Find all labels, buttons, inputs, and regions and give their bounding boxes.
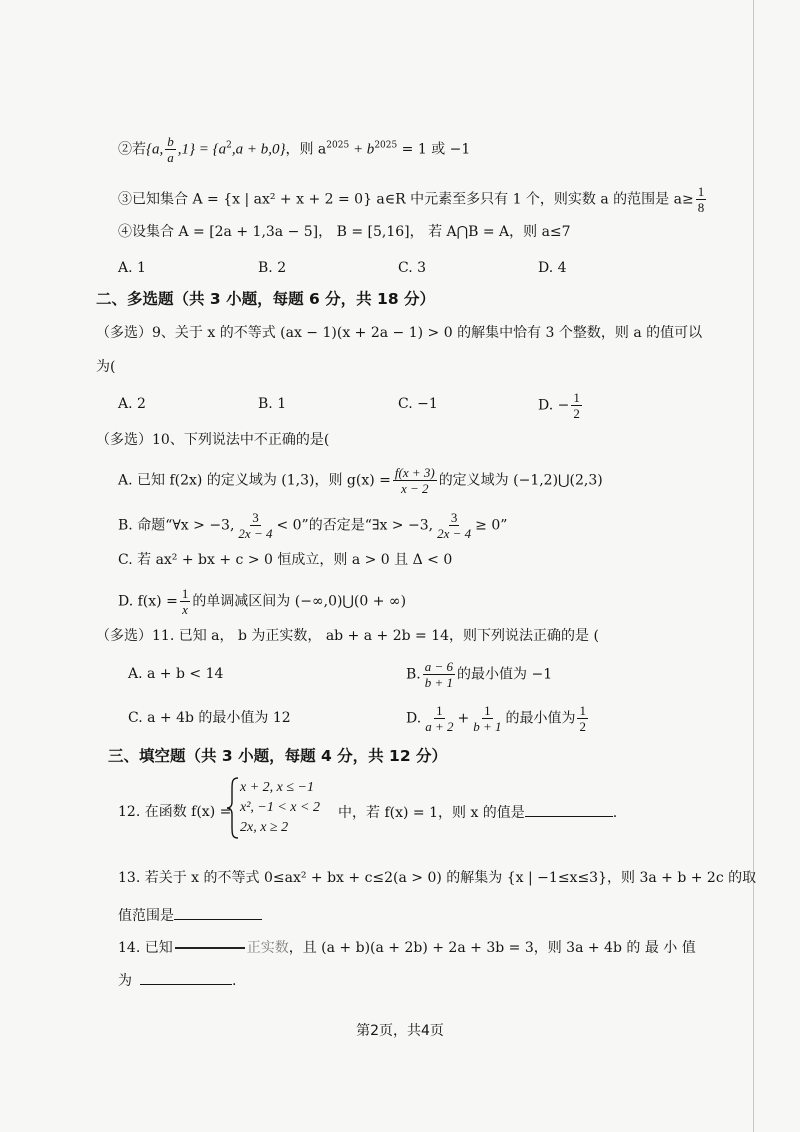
fraction-b-over-a: $\frac{b}{a}$ — [167, 134, 174, 165]
fraction-f-x-plus-3: $\frac{f(x + 3)}{x - 2}$ — [394, 465, 435, 496]
q10-option-b: B. 命题“∀x > −3, $\frac{3}{2x - 4}$ < 0”的否定是“∃x > −3, $\frac{3}{2x - 4}$ ≥ 0” — [118, 510, 508, 541]
fraction-one-eighth: $\frac{1}{8}$ — [697, 184, 705, 215]
left-brace-icon — [226, 776, 240, 840]
q12-piecewise-brace — [226, 776, 240, 840]
answer-blank-12[interactable] — [525, 802, 613, 817]
q10-option-d: D. f(x) = $\frac{1}{x}$ 的单调减区间为 (−∞,0)⋃(0 + ∞) — [118, 586, 407, 617]
q12-cases — [240, 778, 320, 838]
q11-option-c: C. a + 4b 的最小值为 12 — [128, 710, 291, 726]
q11-option-d: D. $\frac{1}{a + 2}$ + $\frac{1}{b + 1}$ 的最小值为 $\frac{1}{2}$ — [406, 703, 586, 734]
q13-stem-line2: 值范围是 — [118, 905, 262, 926]
q9-stem-line1: （多选）9、关于 x 的不等式 (ax − 1)(x + 2a − 1) > 0 的解集中恰有 3 个整数，则 a 的值可以 — [96, 325, 703, 341]
fraction-3-over-2x-4: $\frac{3}{2x - 4}$ — [238, 510, 273, 541]
q8-option-b: B. 2 — [258, 260, 287, 276]
q12-stem: 12. 在函数 f(x) = — [118, 804, 232, 820]
section-2-title: 二、多选题（共 3 小题，每题 6 分，共 18 分） — [96, 290, 436, 308]
q12-case-2: x², −1 < x < 2 — [240, 800, 320, 815]
fraction-a-6-over-b-1: $\frac{a - 6}{b + 1}$ — [424, 659, 454, 690]
section-3-title: 三、填空题（共 3 小题，每题 4 分，共 12 分） — [108, 747, 448, 765]
q11-option-a: A. a + b < 14 — [128, 666, 224, 682]
answer-blank-13[interactable] — [174, 905, 262, 920]
q12-case-3: 2x, x ≥ 2 — [240, 820, 289, 835]
q8-item-2: ②若{a, $\frac{b}{a}$ $,1\} = \{a^2,a + b,0\}$，则 $a^{2025} + b^{2025} = 1$ 或 −1 — [118, 134, 471, 165]
q11-stem: （多选）11. 已知 a， b 为正实数， ab + a + 2b = 14，则下列说法正确的是 ( — [96, 628, 599, 644]
q8-option-d: D. 4 — [538, 260, 567, 276]
page-margin-line — [753, 0, 754, 1132]
answer-blank-14[interactable] — [140, 970, 232, 985]
q9-option-c: C. −1 — [398, 396, 438, 412]
fraction-1-over-a-2: $\frac{1}{a + 2}$ — [425, 703, 454, 734]
q8-option-a: A. 1 — [118, 260, 146, 276]
q8-option-c: C. 3 — [398, 260, 427, 276]
q14-stem-line2: 为 . — [118, 970, 236, 991]
q9-stem-line2: 为( — [96, 359, 116, 375]
q14-stem-line1: 14. 已知 正实数，且 (a + b)(a + 2b) + 2a + 3b = 3，则 3a + 4b 的 最 小 值 — [118, 940, 696, 956]
q8-item-3: ③已知集合 A = {x | ax² + x + 2 = 0} a∈R 中元素至多只有 1 个，则实数 a 的范围是 a≥ $\frac{1}{8}$ — [118, 184, 705, 215]
q9-option-a: A. 2 — [118, 396, 146, 412]
q10-stem: （多选）10、下列说法中不正确的是( — [96, 432, 330, 448]
q12-stem-post: 中，若 f(x) = 1，则 x 的值是 . — [338, 802, 617, 823]
q9-option-b: B. 1 — [258, 396, 287, 412]
q8-item-4: ④设集合 A = [2a + 1,3a − 5]， B = [5,16]， 若 A⋂B = A，则 a≤7 — [118, 224, 571, 240]
fraction-1-over-x: $\frac{1}{x}$ — [181, 586, 189, 617]
q10-option-c: C. 若 ax² + bx + c > 0 恒成立，则 a > 0 且 Δ < 0 — [118, 552, 453, 568]
q10-option-a: A. 已知 f(2x) 的定义域为 (1,3)，则 g(x) = $\frac{f(x + 3)}{x - 2}$ 的定义域为 (−1,2)⋃(2,3) — [118, 465, 603, 496]
page-footer: 第2页，共4页 — [356, 1023, 444, 1039]
fraction-1-over-b-1: $\frac{1}{b + 1}$ — [473, 703, 502, 734]
q13-stem-line1: 13. 若关于 x 的不等式 0≤ax² + bx + c≤2(a > 0) 的解集为 {x | −1≤x≤3}，则 3a + b + 2c 的取 — [118, 870, 757, 886]
smudge-mark — [175, 947, 245, 949]
q9-option-d: D. − $\frac{1}{2}$ — [538, 390, 580, 421]
q12-case-1: x + 2, x ≤ −1 — [240, 780, 315, 795]
fraction-3-over-2x-4-negated: $\frac{3}{2x - 4}$ — [437, 510, 472, 541]
fraction-one-half-min: $\frac{1}{2}$ — [579, 703, 586, 734]
fraction-one-half: $\frac{1}{2}$ — [573, 390, 580, 421]
q11-option-b: B. $\frac{a - 6}{b + 1}$ 的最小值为 −1 — [406, 659, 553, 690]
